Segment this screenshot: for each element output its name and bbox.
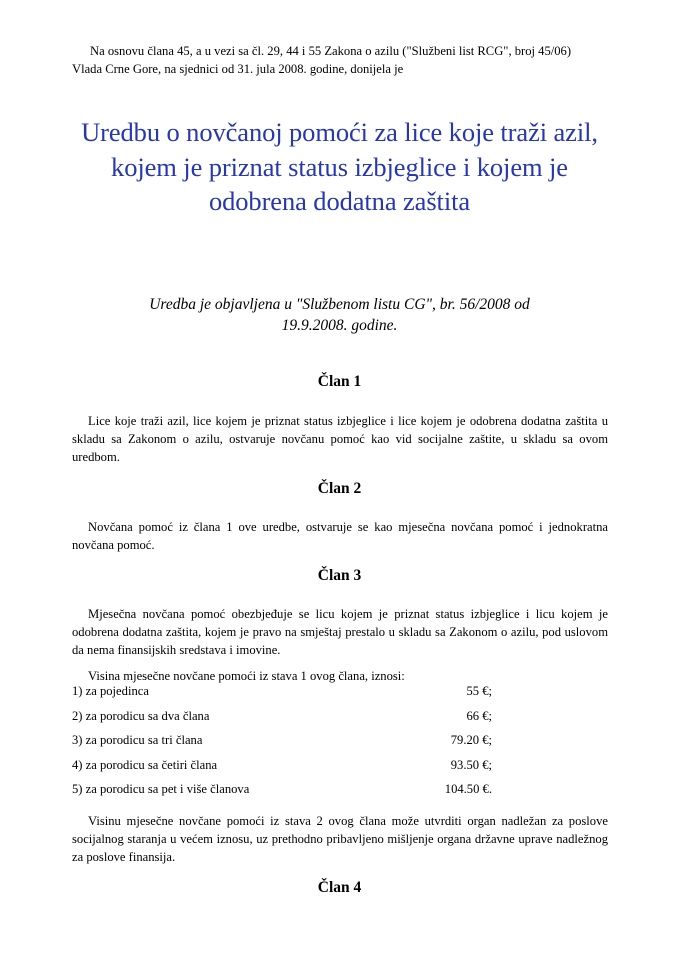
amount-value: 55 €; [466,684,492,698]
amount-value: 93.50 €; [450,757,492,772]
article-2-paragraph: Novčana pomoć iz člana 1 ove uredbe, ostvaruje se kao mjesečna novčana pomoć i jednokratna novčana pomoć. [72,520,608,553]
publication-line-2: 19.9.2008. godine. [281,317,398,334]
title-line-1: Uredbu o novčanoj pomoći za lice koje traži azil, [81,117,598,147]
preamble-line-2: Vlada Crne Gore, na sjednici od 31. jula 2008. godine, donijela je [72,62,404,76]
amount-value: 66 €; [466,708,492,723]
amounts-list [72,684,492,807]
amount-row [72,684,492,709]
amount-row [72,782,492,807]
article-3-heading: Član 3 [317,567,362,584]
article-1-heading: Član 1 [317,373,362,390]
amount-value: 79.20 €; [450,733,492,747]
amount-label: 4) za porodicu sa četiri člana [72,757,218,772]
preamble [72,42,620,78]
title-line-3: odobrena dodatna zaštita [208,186,471,216]
amount-label: 5) za porodicu sa pet i više članova [72,782,250,796]
article-3-paragraph-3: Visinu mjesečne novčane pomoći iz stava 2 ovog člana može utvrditi organ nadležan za poslove socijalnog staranja u većem iznosu, uz prethodno pribavljeno mišljenje organa državne uprave nadležnog za poslove finansija. [72,814,608,865]
amount-label: 1) za pojedinca [72,684,149,698]
amount-row [72,733,492,758]
article-3-paragraph-1: Mjesečna novčana pomoć obezbjeđuje se licu kojem je priznat status izbjeglice i licu kojem je odobrena dodatna zaštita, kojem je pravo na smještaj prestalo u skladu sa Zakonom o azilu, pod uslovom da nema finansijskih sredstava i imovine. [72,607,608,658]
amount-row [72,758,492,783]
article-1-paragraph: Lice koje traži azil, lice kojem je priznat status izbjeglice i lice kojem je odobrena dodatna zaštita u skladu sa Zakonom o azilu, ostvaruje novčanu pomoć kao vid socijalne zaštite, u skladu sa ovom uredbom. [72,414,608,465]
title-line-2: kojem je priznat status izbjeglice i kojem je [111,151,568,182]
article-4-heading: Član 4 [317,879,362,896]
document-title [20,115,659,219]
amount-label: 2) za porodicu sa dva člana [72,708,210,723]
article-3-paragraph-2: Visina mjesečne novčane pomoći iz stava 1 ovog člana, iznosi: [88,668,405,683]
publication-note [110,294,569,336]
amount-row [72,709,492,734]
amount-label: 3) za porodicu sa tri člana [72,733,203,747]
article-3-closing [72,812,608,867]
article-1-text [72,412,608,467]
article-3-text [72,605,608,685]
preamble-line-1: Na osnovu člana 45, a u vezi sa čl. 29, 44 i 55 Zakona o azilu ("Službeni list RCG", broj 45/06) [90,44,572,58]
publication-line-1: Uredba je objavljena u "Službenom listu CG", br. 56/2008 od [149,296,530,313]
amount-value: 104.50 €. [444,782,492,796]
article-2-text [72,518,608,554]
article-2-heading: Član 2 [317,480,362,497]
